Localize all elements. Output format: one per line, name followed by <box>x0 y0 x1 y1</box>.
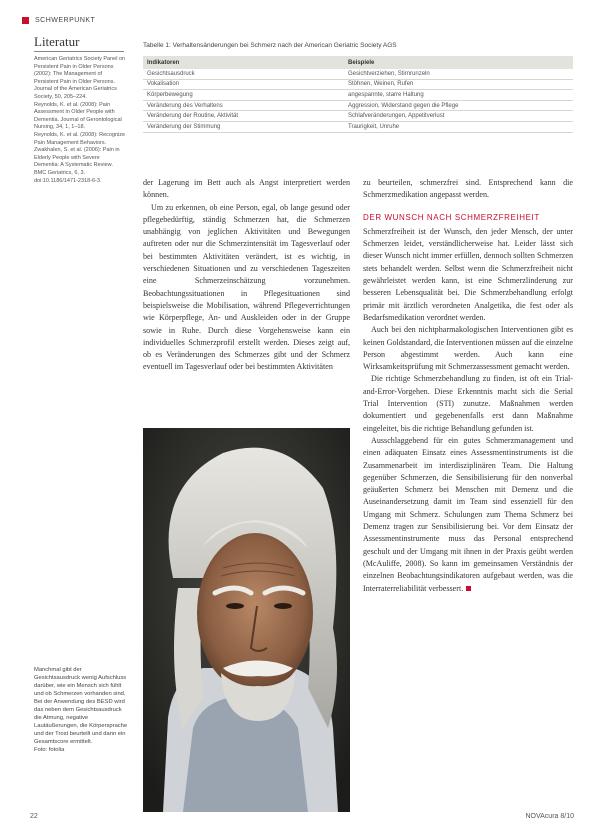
table-row <box>143 122 573 133</box>
body-paragraph: Auch bei den nichtpharmakologischen Interventionen gibt es keinen Goldstandard, die Interventionen müssen auf die einzelne Person abgestimmt werden. Auch kann eine Wirksamkeitsprüfung mit Schmerzassessment gemacht werden. <box>363 325 573 372</box>
table-cell: Traurigkeit, Unruhe <box>348 123 400 130</box>
literature-list <box>34 56 126 185</box>
table-cell: angespannte, starre Haltung <box>348 91 424 98</box>
body-paragraph <box>363 435 573 595</box>
indicator-table <box>143 56 573 133</box>
table-cell: Körperbewegung <box>147 91 193 98</box>
page-number: 22 <box>30 813 38 820</box>
body-paragraph: Schmerzfreiheit ist der Wunsch, den jeder Mensch, der unter Schmerzen leidet, verständlicherweise hat. Leider lässt sich dieser Wunsch nicht immer erfüllen, dennoch sollten Schmerzen stets behandelt werden. Selbst wenn die Schmerzfreiheit nicht gewährleistet werden kann, ist eine Schmerzlinderung zur besseren Lebensqualität bei. Die Schmerzbehandlung erfolgt primär mit ärztlich verordneten Analgetika, die fest oder als Bedarfsmedikation verordnet werden. <box>363 226 573 322</box>
table-row <box>143 111 573 122</box>
table-cell: Gesichtverziehen, Stirnrunzeln <box>348 70 430 77</box>
elderly-man-photo-illustration <box>143 428 350 812</box>
issue-label: NOVAcura 8/10 <box>525 813 574 820</box>
section-label: SCHWERPUNKT <box>35 16 96 24</box>
table-row <box>143 69 573 80</box>
body-paragraph: zu beurteilen, schmerzfrei sind. Entsprechend kann die Schmerzmedikation angepasst werden. <box>363 178 573 200</box>
figure-caption <box>34 666 128 754</box>
table-header-cell: Indikatoren <box>147 59 180 66</box>
table-cell: Vokalisation <box>147 81 180 88</box>
table-cell: Gesichtsausdruck <box>147 70 195 77</box>
body-paragraph-text: Ausschlaggebend für ein gutes Schmerzmanagement und einen adäquaten Einsatz eines Assessmentinstruments ist die Zusammenarbeit im interdisziplinären Team. Die Haltung gegenüber Schmerzen, die Sensibilisierung für den nonverbal geäußerten Schmerz bei Menschen mit Demenz und die Auseinandersetzung damit im Team sind essenziell für den Umgang mit Schmerz. Schulungen zum Thema Schmerz bei Demenz tragen zur Sensibilisierung bei. Vor dem Einsatz der Assessmentinstrumente muss das Personal entsprechend geschult und der Umgang mit ihnen in der Praxis geübt werden (McAuliffe, 2008). So kann im gemeinsamen Verständnis der einzelnen Beobachtungsindikatoren aufgebaut werden, was die Interraterreliabilität verbessert. <box>363 435 573 593</box>
figure-caption-text: Manchmal gibt der Gesichtsausdruck wenig Aufschluss darüber, wie ein Mensch sich fühlt und ob Schmerzen vorhanden sind. Bei der Anwendung des BESD wird das neben dem Gesichtsausdruck die Atmung, negative Lautäußerungen, die Körpersprache und der Trost beurteilt und dann ein Gesamtscore ermittelt. <box>34 667 128 745</box>
table-header-cell: Beispiele <box>348 59 375 66</box>
literature-entry: Reynolds, K. et al. (2008): Pain Assessment in Older People with Dementia. Journal of Gerontological Nursing, 34, 1, 1–18. <box>34 101 122 131</box>
table-cell: Veränderung der Stimmung <box>147 123 221 130</box>
article-end-icon <box>466 586 471 591</box>
literature-heading: Literatur <box>34 34 80 49</box>
table-row <box>143 80 573 91</box>
literature-entry: Zwakhalen, S. et al. (2006): Pain in Elderly People with Severe Dementia: A Systematic Review. BMC Geriatrics, 6, 3. doi:10.1186/1471-2318-6-3. <box>34 147 120 184</box>
literature-entry: American Geriatrics Society Panel on Persistent Pain in Older Persons (2002): The Management of Persistent Pain in Older Persons. Journal of the American Geriatrics Society, 50, 205–224. <box>34 56 126 100</box>
table-row <box>143 101 573 112</box>
table-cell: Schlafveränderungen, Appetitverlust <box>348 113 445 120</box>
section-header <box>22 14 95 26</box>
table-header-row <box>143 56 573 69</box>
literature-entry: Reynolds, K. et al. (2008): Recognize Pain Management Behaviors. <box>34 131 126 146</box>
literature-divider <box>34 51 124 52</box>
section-marker-icon <box>22 17 29 24</box>
table-cell: Veränderung des Verhaltens <box>147 102 223 109</box>
table-cell: Aggression, Widerstand gegen die Pflege <box>348 102 459 109</box>
section-heading: DER WUNSCH NACH SCHMERZFREIHEIT <box>363 212 540 222</box>
body-column-left <box>143 177 350 374</box>
body-paragraph: der Lagerung im Bett auch als Angst interpretiert werden können. <box>143 178 350 200</box>
table-cell: Veränderung der Routine, Aktivität <box>147 113 239 120</box>
table-row <box>143 90 573 101</box>
body-column-right <box>363 177 573 595</box>
table-caption: Tabelle 1: Verhaltensänderungen bei Schmerz nach der American Geriatric Society AGS <box>143 42 397 49</box>
table-cell: Stöhnen, Weinen, Rufen <box>348 81 414 88</box>
body-paragraph: Um zu erkennen, ob eine Person, egal, ob lange gesund oder pflegebedürftig, ständig Schmerzen hat, die Schmerzen unabhängig von jeglichen Aktivitäten und Bewegungen auftreten oder nur die Schmerzintensität im Tagesverlauf oder bei bestimmten Aktivitäten verändert, ist es wichtig, in verschiedenen Situationen und zu verschiedenen Tageszeiten eine Schmerzeinschätzung vorzunehmen. Beobachtungssituationen in Pflegesituationen sind beispielsweise die Mobilisation, während Pflegeverrichtungen wie Körperpflege, An- und Auskleiden oder in der Gruppe sowie in Ruhe. Durch diese Vorgehensweise kann ein individuelles Schmerzprofil erstellt werden. Dieses zeigt auf, ob es Veränderungen des Schmerzes gibt und der Schmerz eventuell im Tagesverlauf oder bei bestimmten Aktivitäten <box>143 202 350 372</box>
body-paragraph: Die richtige Schmerzbehandlung zu finden, ist oft ein Trial-and-Error-Vorgehen. Diese Erkenntnis macht sich die Serial Trial Intervention (STI) zunutze. Maßnahmen werden dokumentiert und gegebenenfalls erst dann Maßnahme eingeleitet, bis die richtige Behandlung gefunden ist. <box>363 374 573 433</box>
portrait-photo <box>143 428 350 812</box>
photo-credit: Foto: fotolia <box>34 747 65 753</box>
